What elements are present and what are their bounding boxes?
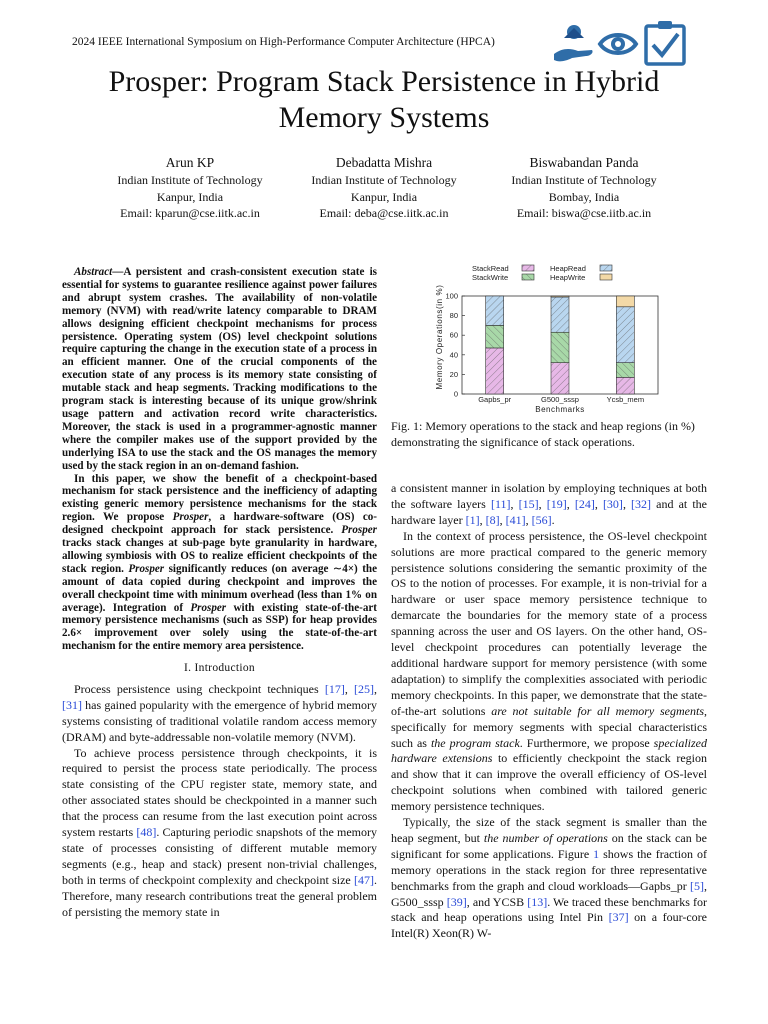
citation-link[interactable]: [47] — [354, 872, 374, 887]
bar-segment-stackread — [551, 363, 569, 394]
citation-link[interactable]: [17] — [324, 681, 345, 696]
abstract-text: In this paper, we show the benefit of a checkpoint-based mechanism for stack persistence and the inefficiency of adapting existing generic memory persistence mechanisms for the stack region. We propose — [62, 472, 377, 524]
author-location: Bombay, India — [548, 189, 620, 204]
text-run: on the stack can be significant for some applications. Figure — [391, 830, 707, 861]
bar-segment-heapread — [486, 296, 504, 325]
results-reproduced-badge-icon — [646, 21, 684, 64]
author-block — [479, 154, 689, 222]
y-tick-label: 40 — [449, 350, 458, 360]
abstract-text: significantly reduces (on average ∼4×) the amount of data copied during checkpoint and improves the overall checkpoint time with minimum overhead (less than 1% on average). Integration of — [62, 562, 378, 614]
bar-segment-heapwrite — [551, 296, 569, 297]
abstract-text: A persistent and crash-consistent execution state is essential for systems to guarantee resilience against power failures and abrupt system crashes. The availability of non-volatile memory (NVM) with read/write latency comparable to DRAM allows designing efficient checkpoint mechanisms for process persistence. Operating system (OS) level checkpoint solutions require capturing the change in the execution state of a process in an efficient manner. One of the crucial components of the execution state of any process is its memory state consisting of mutable stack and heap segments. Tracking modifications to the program stack is interesting because of its unique grow/shrink usage pattern and activation record write characteristics. Moreover, the stack is used in a programmer-agnostic manner where the compiler makes use of the support provided by the underlying ISA to use the stack and the OS manages the memory used by the stack region in an on-demand fashion. — [62, 266, 377, 472]
x-tick-label: Ycsb_mem — [606, 395, 645, 404]
citation-link[interactable]: 1 — [593, 846, 600, 861]
artifacts-available-badge-icon — [554, 25, 593, 61]
system-name: Prosper — [128, 562, 165, 575]
emphasis-text: the number of operations — [483, 830, 608, 845]
emphasis-text: the program stack — [430, 735, 520, 750]
text-run: to efficiently checkpoint the stack region and show that it can improve the overall efficiency of OS-level checkpoint solutions when combined with tailored generic memory persistence techniques. — [391, 751, 708, 814]
y-tick-label: 80 — [449, 311, 458, 321]
badge-group — [552, 20, 692, 68]
artifacts-evaluated-badge-icon — [600, 35, 636, 53]
right-column-text — [391, 481, 707, 942]
emphasis-text: are not suitable for all memory segments — [491, 703, 704, 718]
text-run: . Furthermore, we propose — [519, 735, 654, 750]
abstract-label: Abstract — [74, 266, 113, 278]
bar-segment-stackwrite — [486, 325, 504, 348]
citation-link[interactable]: [1] — [465, 512, 480, 527]
section-heading: I. Introduction — [184, 662, 255, 674]
text-run: In the context of process persistence, the OS-level checkpoint solutions are more practical compared to the generic memory persistence solutions considering the semantic proximity of the OS to the notion of processes. For example, it is non-trivial for a hardware or user space memory persistence technique to demarcate the boundaries for the memory state of a process spanning across the user and OS layers. On the other hand, OS-level checkpoint procedures can potentially leverage the additional hardware support for memory persistence (with some adaptation) to simplify the complexities associated with periodic memory checkpoints. In this paper, we demonstrate that the state-of-the-art solutions — [391, 528, 707, 718]
conference-header: 2024 IEEE International Symposium on High-Performance Computer Architecture (HPCA) — [72, 36, 495, 48]
text-run: , — [622, 496, 632, 511]
citation-link[interactable]: [11] — [490, 496, 511, 511]
y-axis-label: Memory Operations(in %) — [435, 284, 444, 390]
system-name: Prosper — [341, 524, 377, 537]
legend-label: HeapRead — [550, 264, 586, 273]
legend-swatch — [600, 274, 612, 280]
citation-link[interactable]: [56] — [531, 512, 552, 527]
author-name: Arun KP — [165, 155, 215, 170]
citation-link[interactable]: [25] — [354, 681, 375, 696]
author-affiliation: Indian Institute of Technology — [311, 173, 457, 187]
bar-segment-stackread — [616, 377, 634, 394]
text-run: shows the fraction of memory operations in the stack region for three representative benchmarks from the graph and cloud workloads—Gapbs_pr — [391, 846, 707, 893]
text-run: , — [538, 496, 547, 511]
bar-segment-heapwrite — [616, 296, 634, 307]
bar-segment-stackwrite — [551, 332, 569, 362]
bar-segment-heapread — [551, 297, 569, 332]
y-tick-label: 0 — [453, 389, 458, 399]
system-name: Prosper — [190, 601, 227, 614]
text-run: and at the hardware layer — [391, 496, 708, 527]
citation-link[interactable]: [31] — [62, 697, 82, 712]
body-paragraph — [62, 682, 377, 746]
text-run: To achieve process persistence through checkpoints, it is required to persist the process state periodically. The process state consisting of the CPU register state, memory state, and other associated states should be checkpointed in a manner such that the process can resume from the last execution point across system restarts — [62, 745, 377, 840]
emphasis-text: specialized hardware extensions — [391, 735, 707, 766]
text-run: , and YCSB — [466, 894, 528, 909]
text-run: , — [479, 512, 486, 527]
text-run: . Capturing periodic snapshots of the memory state of processes consisting of different mutable memory segments (e.g., heap and stack) present non-trivial challenges, both in terms of checkpoint complexity and checkpoint size — [62, 825, 377, 887]
citation-link[interactable]: [32] — [631, 496, 652, 511]
author-name: Biswabandan Panda — [529, 155, 639, 170]
abstract-paragraph — [62, 473, 377, 654]
abstract-text: , a hardware-software (OS) co-designed checkpoint approach for stack persistence. — [62, 511, 377, 537]
legend-swatch — [600, 265, 612, 271]
legend-swatch — [522, 274, 534, 280]
abstract-text: with existing state-of-the-art memory persistence mechanisms (such as SSP) for heap provides 2.6× improvement over solely using the state-of-the-art mechanism for the entire memory area persistence. — [62, 601, 377, 653]
legend-swatch — [522, 265, 534, 271]
body-paragraph — [391, 529, 707, 815]
abstract-paragraph: Abstract—A persistent and crash-consistent execution state is essential for systems to guarantee resilience against power failures and abrupt system crashes. The availability of non-volatile memory (NVM) with read/write latency comparable to DRAM allows designing efficient checkpoint mechanisms for process persistence. Operating system (OS) level checkpoint solutions require capturing the change in the execution state of a process in an efficient manner. One of the crucial components of the execution state of any process is its memory state consisting of mutable stack and heap segments. Tracking modifications to the program stack is interesting because of its unique grow/shrink usage pattern and activation record write characteristics. Moreover, the stack is used in a programmer-agnostic manner where the compiler makes use of the support provided by the underlying ISA to use the stack and the OS manages the memory used by the stack region in an on-demand fashion. — [62, 266, 377, 472]
body-paragraph — [62, 746, 377, 921]
text-run: , — [566, 496, 575, 511]
author-location: Kanpur, India — [350, 189, 418, 204]
legend-label: HeapWrite — [550, 273, 586, 282]
abstract-text: tracks stack changes at sub-page byte granularity in hardware, allowing symbiosis with OS to realize efficient checkpoints of the stack region. — [62, 537, 377, 575]
legend-label: StackRead — [472, 264, 509, 273]
citation-link[interactable]: [30] — [602, 496, 623, 511]
text-run: , G500_sssp — [391, 878, 707, 909]
citation-link[interactable]: [48] — [136, 825, 157, 840]
author-affiliation: Indian Institute of Technology — [511, 173, 657, 187]
citation-link[interactable]: [13] — [527, 894, 548, 909]
text-run: , — [510, 496, 519, 511]
text-run: , — [374, 681, 378, 696]
bar-segment-stackread — [486, 348, 504, 394]
text-run: has gained popularity with the emergence of hybrid memory systems consisting of traditional volatile random access memory (DRAM) and byte-addressable non-volatile memory (NVM). — [62, 697, 377, 744]
legend-label: StackWrite — [472, 273, 509, 282]
system-name: Prosper — [172, 511, 209, 524]
author-affiliation: Indian Institute of Technology — [117, 173, 263, 187]
figure-caption: Fig. 1: Memory operations to the stack and heap regions (in %) demonstrating the significance of stack operations. — [391, 419, 695, 449]
text-run: , specifically for memory segments with special characteristics such as — [391, 703, 707, 750]
author-name: Debadatta Mishra — [335, 155, 433, 170]
text-run: . We traced these benchmarks for stack and heap operations using Intel Pin — [391, 894, 707, 925]
body-paragraph — [391, 815, 707, 942]
y-tick-label: 20 — [449, 369, 458, 379]
author-location: Kanpur, India — [156, 189, 224, 204]
y-tick-label: 100 — [445, 291, 458, 301]
text-run: , — [525, 512, 532, 527]
text-run: , — [499, 512, 506, 527]
body-paragraph — [391, 481, 707, 529]
y-tick-label: 60 — [449, 330, 458, 340]
author-block — [85, 154, 295, 222]
citation-link[interactable]: [19] — [546, 496, 567, 511]
x-tick-label: G500_sssp — [541, 395, 579, 404]
bar-segment-heapread — [616, 307, 634, 363]
x-axis-label: Benchmarks — [535, 405, 585, 414]
author-email: Email: biswa@cse.iitb.ac.in — [516, 206, 652, 220]
citation-link[interactable]: [5] — [690, 878, 704, 893]
paper-title: Prosper: Program Stack Persistence in Hybrid Memory Systems — [108, 65, 660, 134]
author-email: Email: deba@cse.iitk.ac.in — [319, 206, 449, 220]
text-run: . Therefore, many research contributions treat the general problem of persisting the memory state in — [62, 872, 377, 919]
bar-segment-stackwrite — [616, 363, 634, 378]
abstract — [62, 266, 377, 653]
x-tick-label: Gapbs_pr — [478, 395, 512, 404]
text-run: Typically, the size of the stack segment is smaller than the heap segment, but — [391, 815, 707, 845]
author-block — [279, 154, 489, 222]
text-run: Process persistence using checkpoint techniques — [74, 681, 325, 696]
citation-link[interactable]: [39] — [446, 894, 467, 909]
introduction-section — [62, 650, 377, 921]
text-run: . — [551, 512, 555, 527]
figure-1-chart — [432, 258, 672, 416]
text-run: , — [594, 496, 603, 511]
text-run: , — [344, 681, 355, 696]
citation-link[interactable]: [37] — [608, 910, 629, 925]
citation-link[interactable]: [15] — [518, 496, 539, 511]
citation-link[interactable]: [41] — [505, 512, 526, 527]
citation-link[interactable]: [24] — [574, 496, 595, 511]
text-run: a consistent manner in isolation by employing techniques at both the software layers — [391, 481, 707, 511]
citation-link[interactable]: [8] — [485, 512, 500, 527]
author-email: Email: kparun@cse.iitk.ac.in — [120, 206, 260, 220]
text-run: on a four-core Intel(R) Xeon(R) W- — [391, 910, 707, 941]
